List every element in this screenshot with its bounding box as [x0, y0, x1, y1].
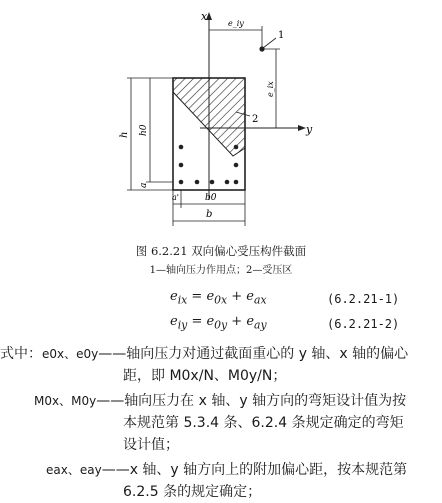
point-2-label: 2 — [252, 114, 259, 125]
definition-line: ——轴向压力在 x 轴、y 轴方向的弯矩设计值为按 — [96, 393, 407, 409]
rebar-dot — [179, 163, 184, 168]
equation-2 — [170, 314, 267, 332]
definition-2-cont: 设计值； — [123, 437, 179, 453]
section-figure — [0, 0, 442, 240]
figure-caption-title: 图 6.2.21 双向偏心受压构件截面 — [135, 244, 307, 258]
b-label: b — [206, 209, 213, 220]
definition-1 — [0, 343, 408, 365]
rebar-dot — [179, 145, 184, 150]
equation-1 — [170, 289, 267, 307]
equation-lhs: e — [170, 314, 178, 329]
definition-symbol: eax、eay — [46, 463, 102, 477]
definition-symbol: e0x、e0y — [42, 347, 99, 361]
b0-label: b0 — [205, 193, 217, 203]
equation-lhs-sub: iy — [177, 318, 188, 332]
equation-rhs: = e — [191, 289, 215, 304]
equation-1-number: (6.2.21-1) — [327, 292, 400, 306]
equation-2-number: (6.2.21-2) — [327, 317, 400, 331]
equation-rhs-sub: ay — [254, 318, 267, 332]
a-label: a — [139, 182, 149, 188]
point-1-label: 1 — [278, 30, 285, 41]
e-iy-label: e_iy — [228, 19, 244, 28]
equation-rhs-sub: ax — [254, 293, 267, 307]
equation-rhs-mid: + e — [227, 289, 254, 304]
rebar-dot — [179, 180, 184, 185]
rebar-dot — [234, 145, 239, 150]
definition-3-cont: 6.2.5 条的规定确定； — [123, 484, 262, 500]
equation-rhs: = e — [191, 314, 215, 329]
load-point-leader — [263, 38, 276, 48]
definition-1-cont: 距，即 M0x/N、M0y/N； — [123, 368, 287, 384]
y-axis-arrow — [298, 125, 306, 131]
equation-lhs: e — [170, 289, 178, 304]
h-label: h — [119, 131, 130, 138]
definition-prefix: 式中： — [0, 346, 42, 362]
definition-line: ——轴向压力对通过截面重心的 y 轴、x 轴的偏心 — [98, 346, 409, 362]
rebar-dot — [234, 180, 239, 185]
equation-rhs-sub: 0x — [214, 293, 228, 307]
e-ix-label: e_ix — [266, 81, 275, 97]
rebar-dot — [225, 180, 230, 185]
equation-rhs-mid: + e — [227, 314, 255, 329]
rebar-dot — [195, 180, 200, 185]
definition-symbol: M0x、M0y — [34, 394, 97, 408]
equation-lhs-sub: ix — [177, 293, 188, 307]
y-axis-label: y — [306, 123, 313, 136]
definition-2-cont: 本规范第 5.3.4 条、6.2.4 条规定确定的弯矩 — [123, 415, 404, 431]
definition-line: ——x 轴、y 轴方向上的附加偏心距，按本规范第 — [101, 462, 408, 478]
equation-rhs-sub: 0y — [214, 318, 228, 332]
figure-caption-legend: 1—轴向压力作用点；2—受压区 — [149, 265, 293, 276]
rebar-dot — [234, 163, 239, 168]
x-axis-label: x — [201, 10, 208, 23]
a-prime-label: a' — [172, 193, 179, 202]
definition-3 — [46, 459, 407, 481]
rebar-dot — [210, 180, 215, 185]
definition-2 — [34, 390, 406, 412]
h0-label: h0 — [139, 124, 149, 136]
